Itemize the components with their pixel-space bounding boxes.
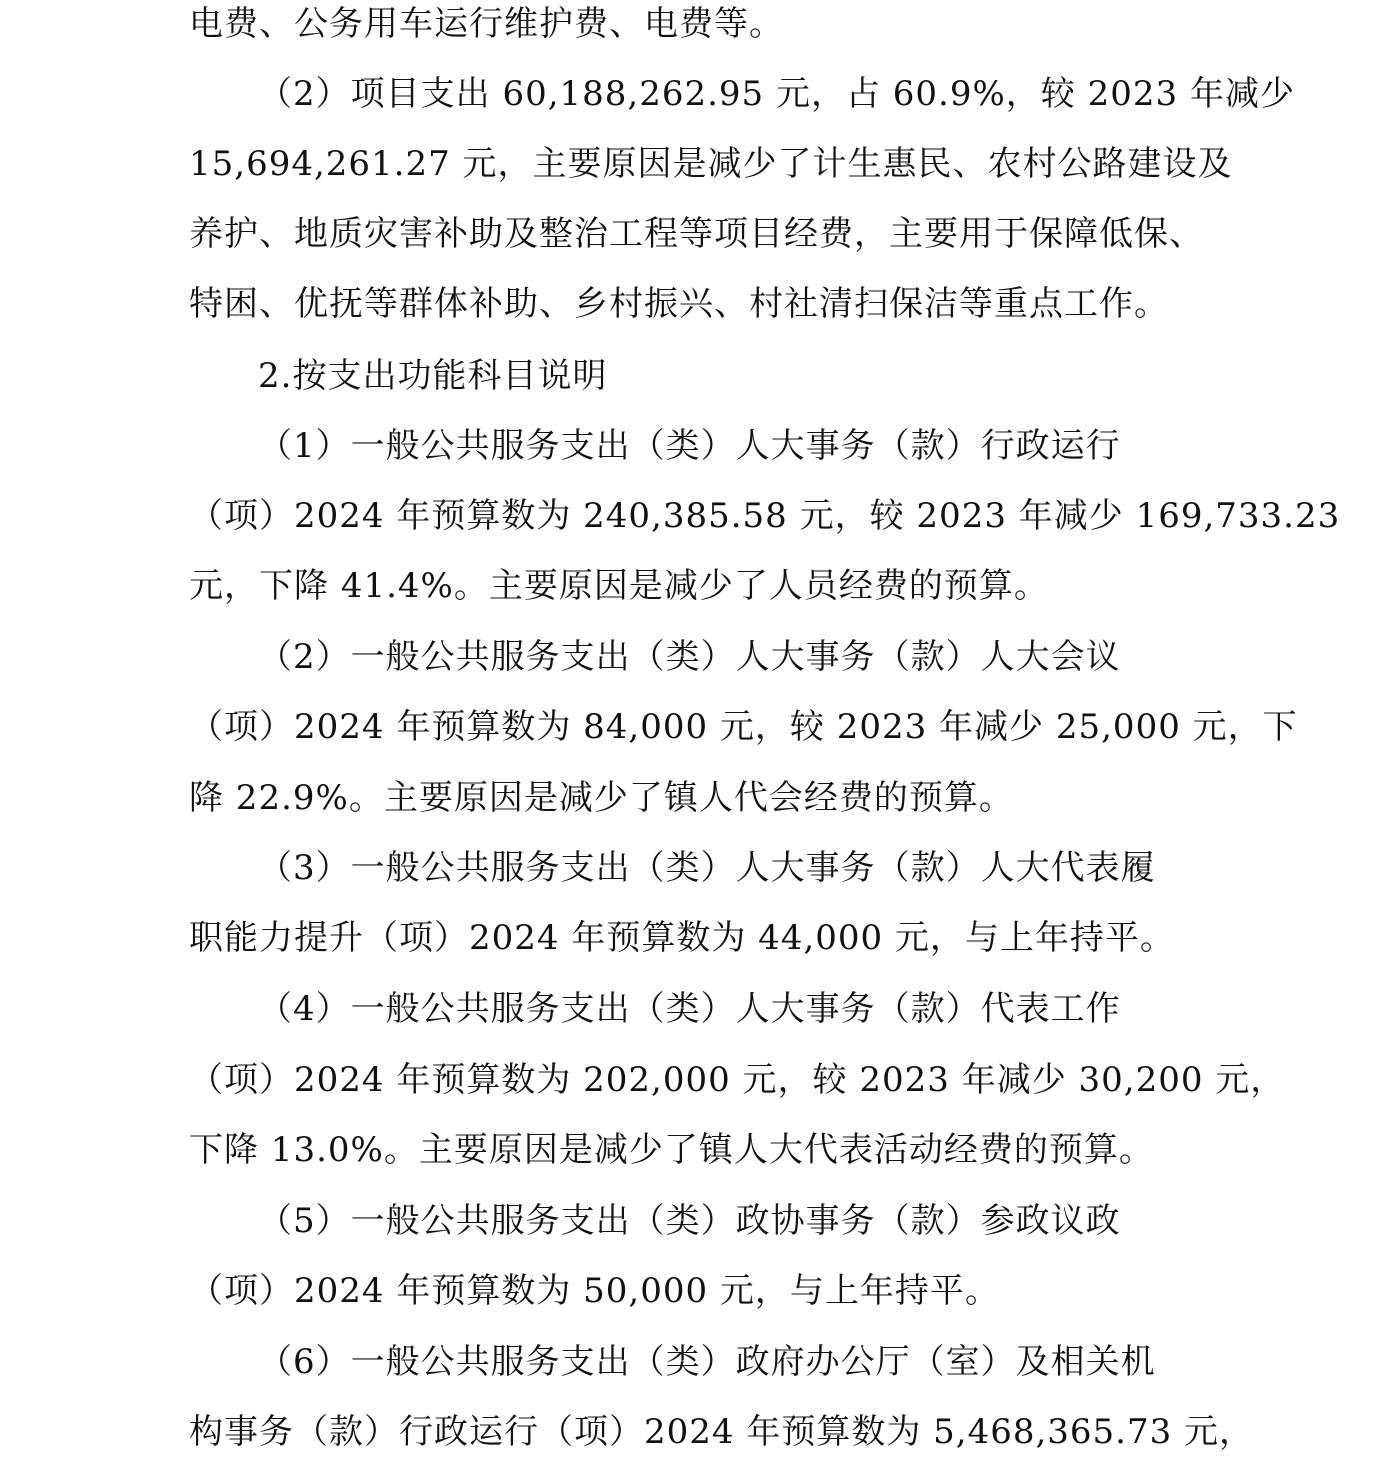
text-line-12: 降 22.9%。主要原因是减少了镇人代会经费的预算。 [189,778,1014,818]
text-line-3: 15,694,261.27 元，主要原因是减少了计生惠民、农村公路建设及 [189,144,1233,184]
text-line-19: （项）2024 年预算数为 50,000 元，与上年持平。 [189,1271,1000,1311]
text-line-5: 特困、优抚等群体补助、乡村振兴、村社清扫保洁等重点工作。 [189,284,1169,324]
text-line-17: 下降 13.0%。主要原因是减少了镇人大代表活动经费的预算。 [189,1130,1154,1170]
text-line-7: （1）一般公共服务支出（类）人大事务（款）行政运行 [258,426,1121,466]
text-line-18: （5）一般公共服务支出（类）政协事务（款）参政议政 [258,1201,1121,1241]
text-line-2: （2）项目支出 60,188,262.95 元，占 60.9%，较 2023 年减少 [258,74,1295,114]
text-line-8: （项）2024 年预算数为 240,385.58 元，较 2023 年减少 169,733.23 [189,496,1341,536]
section-heading: 2.按支出功能科目说明 [258,356,608,396]
text-line-9: 元，下降 41.4%。主要原因是减少了人员经费的预算。 [189,566,1049,606]
text-line-14: 职能力提升（项）2024 年预算数为 44,000 元，与上年持平。 [189,918,1175,958]
text-line-1: 电费、公务用车运行维护费、电费等。 [189,4,784,44]
text-line-21: 构事务（款）行政运行（项）2024 年预算数为 5,468,365.73 元， [189,1412,1255,1452]
text-line-15: （4）一般公共服务支出（类）人大事务（款）代表工作 [258,989,1121,1029]
text-line-11: （项）2024 年预算数为 84,000 元，较 2023 年减少 25,000 元，下 [189,707,1298,747]
text-line-10: （2）一般公共服务支出（类）人大事务（款）人大会议 [258,637,1121,677]
text-line-4: 养护、地质灾害补助及整治工程等项目经费，主要用于保障低保、 [189,214,1204,254]
text-line-16: （项）2024 年预算数为 202,000 元，较 2023 年减少 30,200 元， [189,1060,1286,1100]
text-line-20: （6）一般公共服务支出（类）政府办公厅（室）及相关机 [258,1342,1156,1382]
text-line-13: （3）一般公共服务支出（类）人大事务（款）人大代表履 [258,848,1156,888]
